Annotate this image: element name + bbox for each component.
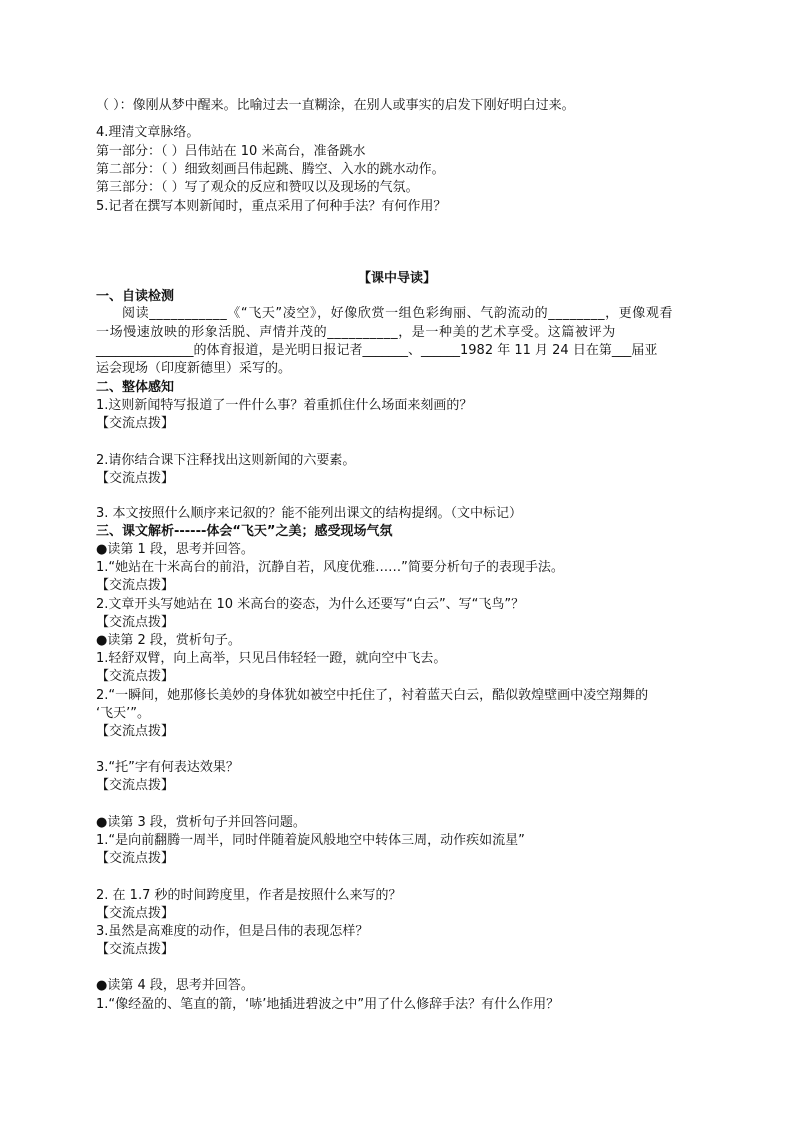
paragraph-1-question-1: 1.“她站在十米高台的前沿，沉静自若，风度优雅……”简要分析句子的表现手法。 [96,560,564,575]
paragraph-2-question-2-cont: ‘飞天’”。 [96,706,150,721]
discussion-label: 【交流点拨】 [96,471,175,486]
discussion-label: 【交流点拨】 [96,615,175,630]
paragraph-3-question-1: 1.“是向前翻腾一周半，同时伴随着旋风般地空中转体三周，动作疾如流星” [96,833,525,848]
discussion-label: 【交流点拨】 [96,724,175,739]
overview-question-1: 1.这则新闻特写报道了一件什么事？着重抓住什么场面来刻画的？ [96,398,473,413]
discussion-label: 【交流点拨】 [96,851,175,866]
paragraph-2-question-1: 1.轻舒双臂，向上高举，只见吕伟轻轻一蹬，就向空中飞去。 [96,651,447,666]
discussion-label: 【交流点拨】 [96,669,175,684]
paragraph-1-question-2: 2.文章开头写她站在 10 米高台的姿态，为什么还要写“白云”、写“飞鸟”？ [96,597,525,612]
discussion-label: 【交流点拨】 [96,942,175,957]
discussion-label: 【交流点拨】 [96,416,175,431]
outline-part-3: 第三部分：（ ）写了观众的反应和赞叹以及现场的气氛。 [96,180,419,195]
section-heading-overview: 二、整体感知 [96,380,175,395]
question-4: 4.理清文章脉络。 [96,125,200,140]
question-5: 5.记者在撰写本则新闻时，重点采用了何种手法？有何作用？ [96,199,447,214]
outline-part-1: 第一部分：（ ）吕伟站在 10 米高台，准备跳水 [96,144,366,159]
discussion-label: 【交流点拨】 [96,578,175,593]
definition-line: （ ）：像刚从梦中醒来。比喻过去一直糊涂，在别人或事实的启发下刚好明白过来。 [96,98,575,113]
section-title-guided-reading: 【课中导读】 [357,271,436,286]
paragraph-3-prompt: ●读第 3 段，赏析句子并回答问题。 [96,815,306,830]
paragraph-3-question-3: 3.虽然是高难度的动作，但是吕伟的表现怎样？ [96,924,369,939]
fill-blank-line-3: _______________的体育报道，是光明日报记者_______、______1982 年 11 月 24 日在第___届亚 [96,343,658,358]
fill-blank-line-2: 一场慢速放映的形象活脱、声情并茂的__________，是一种美的艺术享受。这篇被评为 [96,325,616,340]
section-heading-self-check: 一、自读检测 [96,289,175,304]
overview-question-3: 3. 本文按照什么顺序来记叙的？能不能列出课文的结构提纲。（文中标记） [96,506,523,521]
section-heading-analysis: 三、课文解析------体会“飞天”之美；感受现场气氛 [96,524,393,539]
paragraph-4-prompt: ●读第 4 段，思考并回答。 [96,978,254,993]
overview-question-2: 2.请你结合课下注释找出这则新闻的六要素。 [96,453,356,468]
discussion-label: 【交流点拨】 [96,906,175,921]
paragraph-1-prompt: ●读第 1 段，思考并回答。 [96,542,254,557]
fill-blank-line-1: 阅读___________《“飞天”凌空》，好像欣赏一组色彩绚丽、气韵流动的________，更像观看 [122,306,674,321]
paragraph-3-question-2: 2. 在 1.7 秒的时间跨度里，作者是按照什么来写的？ [96,888,402,903]
paragraph-4-question-1: 1.“像经盈的、笔直的箭，‘哧’地插进碧波之中”用了什么修辞手法？有什么作用？ [96,997,560,1012]
paragraph-2-question-3: 3.“托”字有何表达效果？ [96,760,239,775]
paragraph-2-question-2: 2.“一瞬间，她那修长美妙的身体犹如被空中托住了，衬着蓝天白云，酷似敦煌壁画中凌空翔舞的 [96,688,649,703]
outline-part-2: 第二部分：（ ）细致刻画吕伟起跳、腾空、入水的跳水动作。 [96,162,445,177]
discussion-label: 【交流点拨】 [96,778,175,793]
fill-blank-line-4: 运会现场（印度新德里）采写的。 [96,361,292,376]
paragraph-2-prompt: ●读第 2 段，赏析句子。 [96,633,241,648]
